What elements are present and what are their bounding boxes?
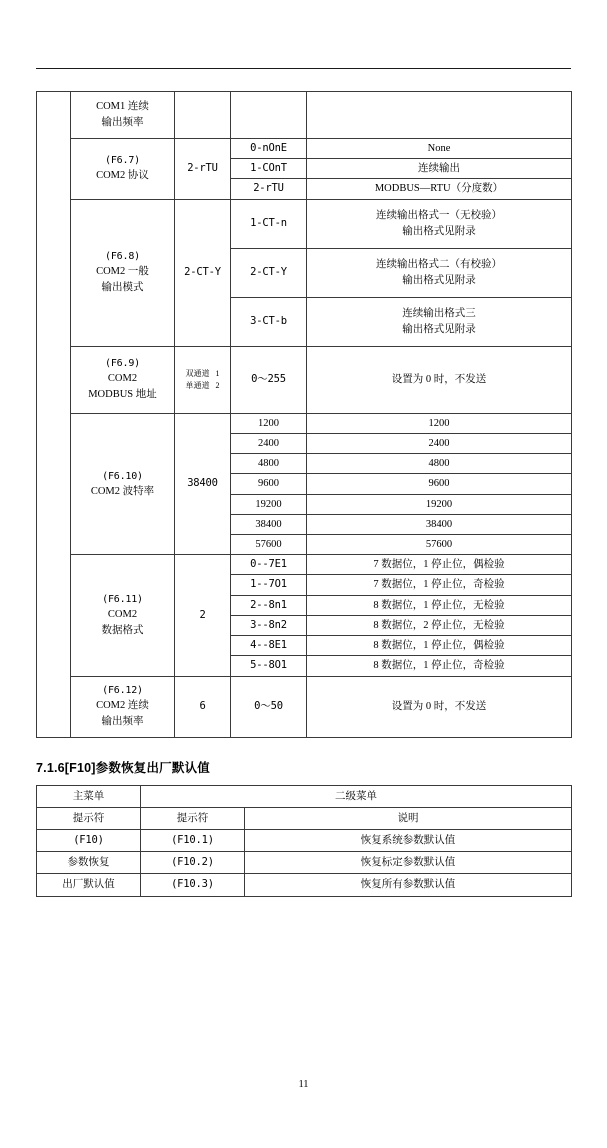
f10-parameters-table <box>36 785 572 897</box>
value-note: 单通道 2 <box>185 380 220 390</box>
option-code-cell <box>231 92 307 139</box>
value-cell-f6-8: 2-CT-Y <box>175 199 231 346</box>
param-code: (F6.8) <box>105 251 140 263</box>
table-row <box>37 676 572 737</box>
option-desc-cell: 9600 <box>307 474 572 494</box>
option-desc-cell: MODBUS—RTU（分度数） <box>307 179 572 199</box>
option-code-cell: 3--8n2 <box>231 615 307 635</box>
desc-line: 输出格式见附录 <box>402 225 476 237</box>
value-cell-f6-10: 38400 <box>175 413 231 555</box>
option-desc-cell: 设置为 0 时，不发送 <box>307 676 572 737</box>
value-cell-f6-9 <box>175 346 231 413</box>
desc-line: 输出格式见附录 <box>402 323 476 335</box>
f10-option-desc: 恢复标定参数默认值 <box>245 852 572 874</box>
subheader-description: 说明 <box>245 807 572 829</box>
value-cell-f6-12: 6 <box>175 676 231 737</box>
option-code-cell: 0～255 <box>231 346 307 413</box>
option-code-cell: 2-rTU <box>231 179 307 199</box>
option-code-cell: 3-CT-b <box>231 297 307 346</box>
row-label-f6-7 <box>71 139 175 200</box>
header-rule <box>36 68 571 69</box>
option-code-cell: 1200 <box>231 413 307 433</box>
param-code: (F6.10) <box>102 470 143 482</box>
param-code: (F6.7) <box>105 155 140 167</box>
option-code-cell: 19200 <box>231 494 307 514</box>
table-row <box>37 413 572 433</box>
page-number: 11 <box>298 1079 309 1090</box>
header-sub-menu: 二级菜单 <box>141 785 572 807</box>
option-desc-cell: 4800 <box>307 454 572 474</box>
option-desc-cell: 38400 <box>307 514 572 534</box>
option-code-cell: 0～50 <box>231 676 307 737</box>
param-label: COM2 波特率 <box>90 485 155 497</box>
param-label: COM2 一般 <box>96 266 149 278</box>
option-desc-cell: None <box>307 139 572 159</box>
option-desc-cell: 连续输出 <box>307 159 572 179</box>
param-label: COM2 <box>107 373 138 385</box>
param-label: COM2 <box>107 609 138 621</box>
header-main-menu: 主菜单 <box>37 785 141 807</box>
desc-line: 连续输出格式一（无校验） <box>376 210 502 222</box>
left-spine-cell <box>37 92 71 738</box>
option-code-cell: 5--8O1 <box>231 656 307 676</box>
option-desc-cell: 8 数据位，1 停止位，奇检验 <box>307 656 572 676</box>
f10-option-desc: 恢复系统参数默认值 <box>245 829 572 851</box>
subheader-prompt-2: 提示符 <box>141 807 245 829</box>
table-row <box>37 139 572 159</box>
param-label: COM2 协议 <box>96 170 149 182</box>
option-code-cell: 9600 <box>231 474 307 494</box>
label-line: 输出频率 <box>101 117 144 128</box>
desc-line: 连续输出格式二（有校验） <box>376 259 502 271</box>
value-note: 双通道 1 <box>185 368 220 378</box>
f10-option-code: (F10.2) <box>141 852 245 874</box>
option-code-cell: 2400 <box>231 433 307 453</box>
option-code-cell: 0-nOnE <box>231 139 307 159</box>
value-cell-f6-11: 2 <box>175 555 231 676</box>
label-line: COM1 连续 <box>96 101 149 113</box>
option-code-cell: 1-CT-n <box>231 199 307 248</box>
option-desc-cell: 7 数据位，1 停止位，奇检验 <box>307 575 572 595</box>
com-parameters-table <box>36 91 572 738</box>
option-code-cell: 57600 <box>231 534 307 554</box>
option-desc-cell: 设置为 0 时，不发送 <box>307 346 572 413</box>
option-desc-cell <box>307 248 572 297</box>
table-row <box>37 199 572 248</box>
param-code: (F6.12) <box>102 685 143 697</box>
row-label-com1 <box>71 92 175 139</box>
option-code-cell: 0--7E1 <box>231 555 307 575</box>
option-code-cell: 2-CT-Y <box>231 248 307 297</box>
option-desc-cell: 19200 <box>307 494 572 514</box>
subheader-prompt-1: 提示符 <box>37 807 141 829</box>
row-label-f6-8 <box>71 199 175 346</box>
param-code: (F6.11) <box>102 594 143 606</box>
table-header-row <box>37 785 572 807</box>
desc-line: 连续输出格式三 <box>402 308 476 320</box>
option-code-cell: 4--8E1 <box>231 636 307 656</box>
f10-option-code: (F10.3) <box>141 874 245 896</box>
option-desc-cell: 7 数据位，1 停止位，偶检验 <box>307 555 572 575</box>
section-heading: 7.1.6[F10]参数恢复出厂默认值 <box>36 760 210 775</box>
option-desc-cell: 8 数据位，1 停止位，偶检验 <box>307 636 572 656</box>
f10-option-desc: 恢复所有参数默认值 <box>245 874 572 896</box>
table-subheader-row <box>37 807 572 829</box>
row-label-f6-12 <box>71 676 175 737</box>
option-desc-cell: 8 数据位，2 停止位，无检验 <box>307 615 572 635</box>
option-code-cell: 2--8n1 <box>231 595 307 615</box>
table-row <box>37 92 572 139</box>
option-code-cell: 1-COnT <box>231 159 307 179</box>
option-desc-cell <box>307 92 572 139</box>
table-row <box>37 852 572 874</box>
option-desc-cell <box>307 297 572 346</box>
param-label: COM2 连续 <box>96 700 149 712</box>
row-label-f6-11 <box>71 555 175 676</box>
desc-line: 输出格式见附录 <box>402 274 476 286</box>
row-label-f6-9 <box>71 346 175 413</box>
value-cell-f6-7: 2-rTU <box>175 139 231 200</box>
param-code: (F6.9) <box>105 358 140 370</box>
option-desc-cell: 8 数据位，1 停止位，无检验 <box>307 595 572 615</box>
table-row <box>37 829 572 851</box>
row-label-f6-10 <box>71 413 175 555</box>
param-label: 数据格式 <box>101 624 144 636</box>
option-code-cell: 38400 <box>231 514 307 534</box>
table-row <box>37 346 572 413</box>
param-label: 输出频率 <box>101 716 144 727</box>
option-desc-cell: 1200 <box>307 413 572 433</box>
option-code-cell: 1--7O1 <box>231 575 307 595</box>
document-page <box>0 68 607 1148</box>
option-code-cell: 4800 <box>231 454 307 474</box>
f10-label-line-2: 参数恢复 <box>37 852 141 874</box>
param-label: 输出模式 <box>101 282 144 294</box>
table-row <box>37 874 572 896</box>
table-row <box>37 555 572 575</box>
option-desc-cell <box>307 199 572 248</box>
option-desc-cell: 57600 <box>307 534 572 554</box>
f10-label-line-1: (F10) <box>37 829 141 851</box>
param-label: MODBUS 地址 <box>88 389 157 401</box>
option-desc-cell: 2400 <box>307 433 572 453</box>
value-cell-com1 <box>175 92 231 139</box>
f10-label-line-3: 出厂默认值 <box>37 874 141 896</box>
f10-option-code: (F10.1) <box>141 829 245 851</box>
